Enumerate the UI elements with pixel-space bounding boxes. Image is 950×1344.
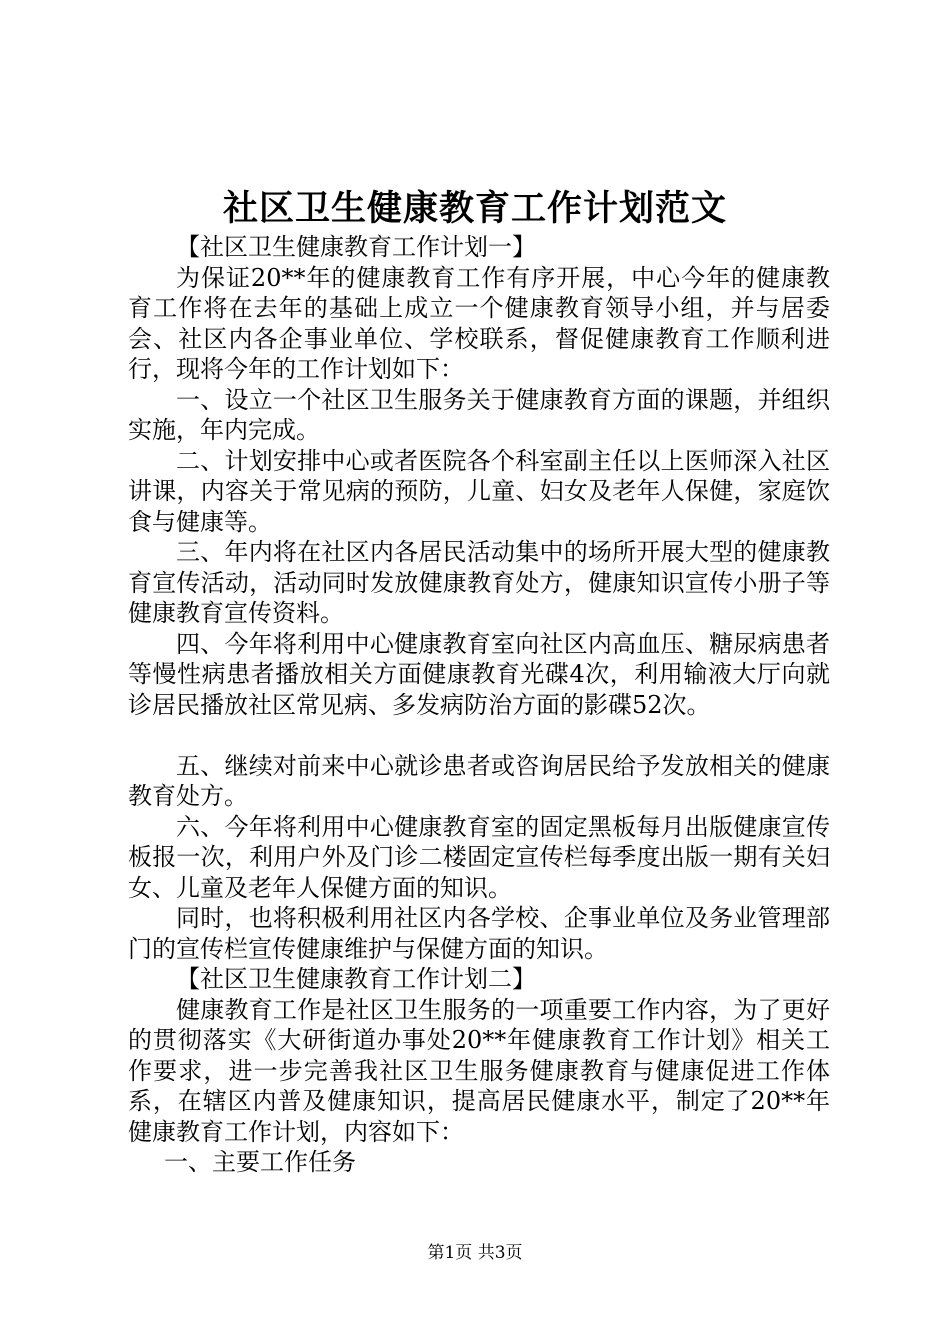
plan2-section-1-heading: 一、主要工作任务 (164, 1148, 356, 1176)
blank-line (128, 720, 830, 751)
plan1-item-2: 二、计划安排中心或者医院各个科室副主任以上医师深入社区讲课，内容关于常见病的预防，儿童、妇女及老年人保健，家庭饮食与健康等。 (128, 446, 830, 536)
plan1-item-3: 三、年内将在社区内各居民活动集中的场所开展大型的健康教育宣传活动，活动同时发放健康教育处方，健康知识宣传小册子等健康教育宣传资料。 (128, 538, 830, 627)
plan1-item-1: 一、设立一个社区卫生服务关于健康教育方面的课题，并组织实施，年内完成。 (128, 385, 830, 444)
plan1-item-4: 四、今年将利用中心健康教育室向社区内高血压、糖尿病患者等慢性病患者播放相关方面健康教育光碟4次，利用输液大厅向就诊居民播放社区常见病、多发病防治方面的影碟52次。 (128, 629, 830, 719)
plan1-item-6: 六、今年将利用中心健康教育室的固定黑板每月出版健康宣传板报一次，利用户外及门诊二楼固定宣传栏每季度出版一期有关妇女、儿童及老年人保健方面的知识。 (128, 812, 830, 902)
plan2-intro-paragraph: 健康教育工作是社区卫生服务的一项重要工作内容，为了更好的贯彻落实《大研街道办事处20**年健康教育工作计划》相关工作要求，进一步完善我社区卫生服务健康教育与健康促进工作体系，在辖区内普及健康知识，提高居民健康水平，制定了20**年健康教育工作计划，内容如下： (128, 995, 830, 1146)
document-body (128, 232, 830, 1178)
plan1-closing-paragraph: 同时，也将积极利用社区内各学校、企事业单位及务业管理部门的宣传栏宣传健康维护与保健方面的知识。 (128, 904, 830, 963)
plan1-item-5: 五、继续对前来中心就诊患者或咨询居民给予发放相关的健康教育处方。 (128, 751, 830, 810)
plan1-heading: 【社区卫生健康教育工作计划一】 (176, 233, 536, 261)
plan2-heading: 【社区卫生健康教育工作计划二】 (176, 965, 536, 993)
document-title: 社区卫生健康教育工作计划范文 (222, 188, 727, 229)
page-footer: 第1页 共3页 (427, 1243, 523, 1263)
plan1-intro-paragraph: 为保证20**年的健康教育工作有序开展，中心今年的健康教育工作将在去年的基础上成立一个健康教育领导小组，并与居委会、社区内各企事业单位、学校联系，督促健康教育工作顺利进行，现将今年的工作计划如下： (128, 263, 830, 383)
